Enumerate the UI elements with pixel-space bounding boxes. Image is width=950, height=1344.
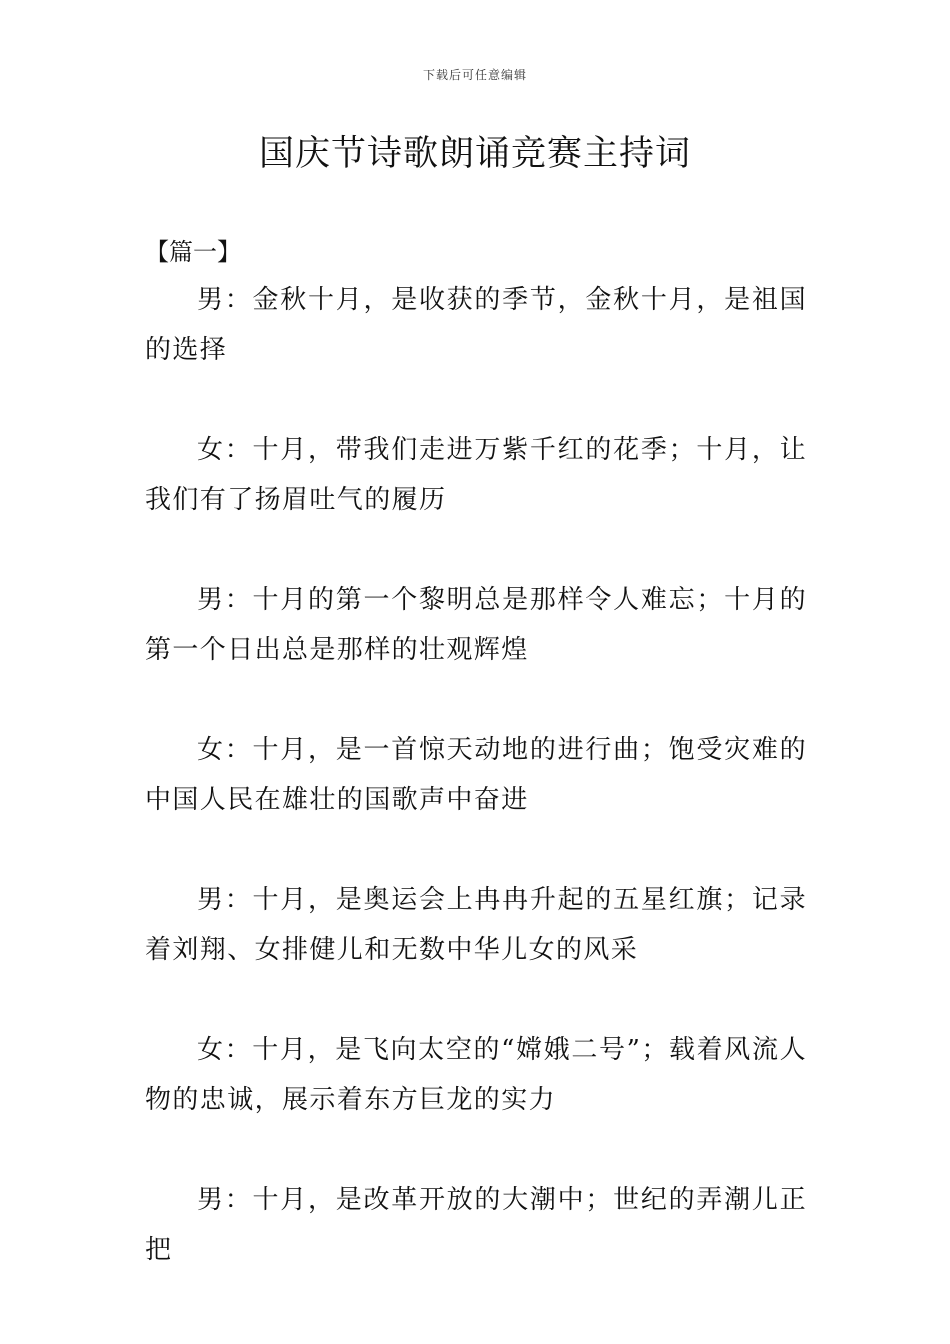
paragraph: 女：十月，是一首惊天动地的进行曲；饱受灾难的中国人民在雄壮的国歌声中奋进: [145, 735, 807, 815]
paragraph: 男：十月，是奥运会上冉冉升起的五星红旗；记录着刘翔、女排健儿和无数中华儿女的风采: [145, 885, 807, 965]
document-body: [145, 275, 807, 1325]
paragraph: 女：十月，是飞向太空的“嫦娥二号”；载着风流人物的忠诚，展示着东方巨龙的实力: [145, 1035, 807, 1115]
page-title: 国庆节诗歌朗诵竞赛主持词: [258, 134, 691, 174]
paragraph: 女：十月，带我们走进万紫千红的花季；十月，让我们有了扬眉吐气的履历: [145, 435, 807, 515]
paragraph: 男：金秋十月，是收获的季节，金秋十月，是祖国的选择: [145, 285, 807, 365]
header-note: 下载后可任意编辑: [422, 68, 527, 82]
paragraph: 男：十月的第一个黎明总是那样令人难忘；十月的第一个日出总是那样的壮观辉煌: [145, 585, 807, 665]
section-label: 【篇一】: [145, 238, 241, 266]
paragraph: 男：十月，是改革开放的大潮中；世纪的弄潮儿正把: [145, 1185, 807, 1265]
